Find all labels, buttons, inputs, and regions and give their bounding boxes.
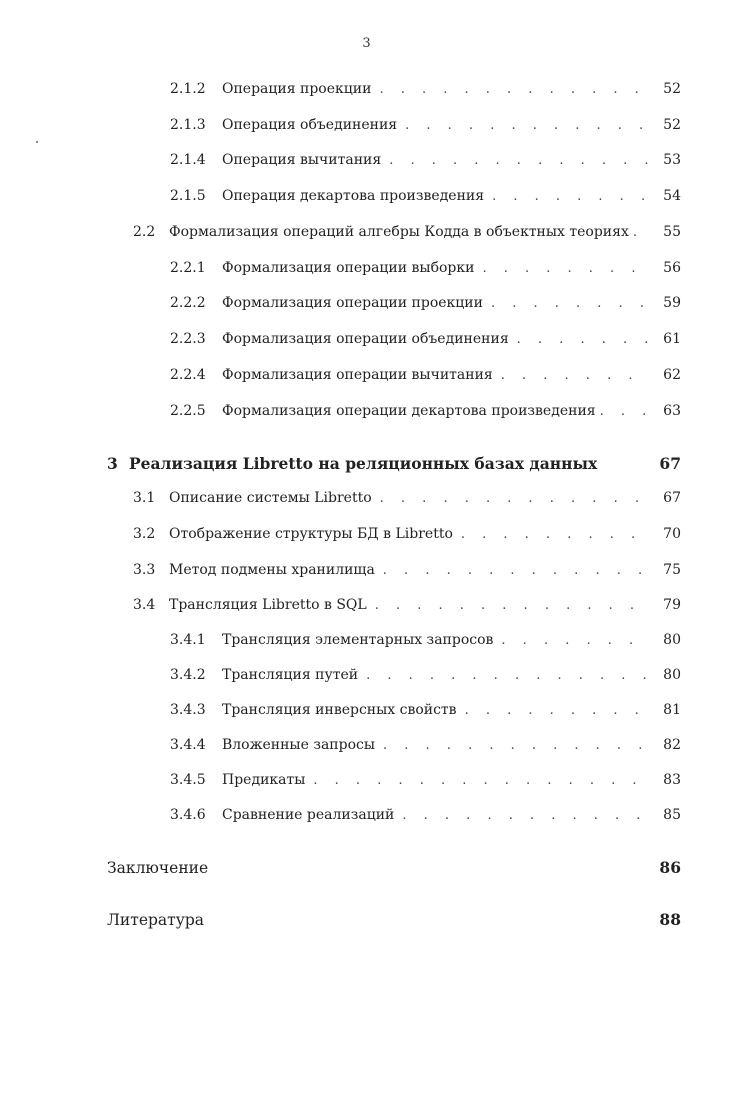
toc-conclusion-title: Заключение: [107, 859, 209, 877]
toc-entry-number: 3.4.6: [170, 807, 206, 823]
toc-entry-3-4-2[interactable]: [170, 667, 681, 683]
toc-entry-page: 54: [663, 188, 681, 204]
toc-entry-title: Формализация операций алгебры Кодда в объектных теориях: [169, 224, 629, 240]
toc-entry-title: Формализация операции объединения: [222, 331, 509, 347]
toc-entry-3-4-1[interactable]: [170, 632, 681, 648]
dot-leader: [633, 225, 653, 240]
toc-entry-number: 3.3: [133, 562, 156, 578]
dot-leader: [405, 118, 651, 133]
toc-entry-page: 70: [663, 526, 681, 542]
dot-leader: [379, 82, 651, 97]
page-number: 3: [362, 36, 371, 51]
toc-entry-2-2[interactable]: [133, 224, 681, 240]
toc-entry-title: Вложенные запросы: [222, 737, 376, 753]
toc-entry-page: 67: [663, 490, 681, 506]
toc-entry-page: 79: [663, 597, 681, 613]
toc-entry-number: 3.4.1: [170, 632, 206, 648]
toc-entry-page: 61: [663, 331, 681, 347]
toc-entry-number: 3.4.3: [170, 702, 206, 718]
dot-leader: [366, 668, 651, 683]
toc-entry-page: 63: [663, 403, 681, 419]
toc-entry-title: Сравнение реализаций: [222, 807, 395, 823]
toc-entry-3-4-6[interactable]: [170, 807, 681, 823]
toc-entry-number: 2.2.4: [170, 367, 206, 383]
toc-entry-number: 3.1: [133, 490, 156, 506]
toc-entry-number: 3.2: [133, 526, 156, 542]
toc-entry-2-1-3[interactable]: [170, 117, 681, 133]
toc-entry-title: Отображение структуры БД в Libretto: [169, 526, 453, 542]
dot-leader: [501, 368, 651, 383]
toc-entry-2-2-5[interactable]: [170, 403, 681, 419]
toc-entry-3-4-3[interactable]: [170, 702, 681, 718]
toc-entry-3-4-5[interactable]: [170, 772, 681, 788]
toc-entry-page: 55: [663, 224, 681, 240]
toc-entry-title: Операция декартова произведения: [222, 188, 485, 204]
toc-entry-number: 2.1.3: [170, 117, 206, 133]
dot-leader: [517, 332, 651, 347]
dot-leader: [491, 296, 651, 311]
toc-entry-2-2-3[interactable]: [170, 331, 681, 347]
toc-entry-page: 75: [663, 562, 681, 578]
toc-conclusion[interactable]: [107, 858, 681, 877]
toc-conclusion-page: 86: [659, 858, 681, 877]
toc-entry-number: 3.4.2: [170, 667, 206, 683]
toc-entry-title: Операция объединения: [222, 117, 398, 133]
dot-leader: [383, 738, 651, 753]
toc-entry-3-1[interactable]: [133, 490, 681, 506]
toc-entry-number: 2.1.2: [170, 81, 206, 97]
toc-chapter-title: Реализация Libretto на реляционных базах данных: [129, 454, 598, 473]
toc-entry-2-2-2[interactable]: [170, 295, 681, 311]
toc-entry-number: 2.2: [133, 224, 156, 240]
toc-entry-title: Метод подмены хранилища: [169, 562, 375, 578]
toc-entry-title: Трансляция элементарных запросов: [222, 632, 494, 648]
toc-entry-number: 2.2.5: [170, 403, 206, 419]
toc-entry-title: Формализация операции декартова произведения: [222, 403, 596, 419]
dot-leader: [402, 808, 651, 823]
toc-entry-2-1-5[interactable]: [170, 188, 681, 204]
toc-entry-3-3[interactable]: [133, 562, 681, 578]
toc-chapter-3[interactable]: [107, 454, 681, 473]
toc-entry-2-1-2[interactable]: [170, 81, 681, 97]
dot-leader: [380, 491, 651, 506]
toc-entry-title: Операция вычитания: [222, 152, 382, 168]
toc-literature-title: Литература: [107, 911, 205, 929]
dot-leader: [482, 261, 651, 276]
dot-leader: [461, 527, 651, 542]
toc-entry-title: Операция проекции: [222, 81, 372, 97]
toc-entry-title: Трансляция Libretto в SQL: [169, 597, 367, 613]
toc-entry-page: 82: [663, 737, 681, 753]
dot-leader: [600, 404, 653, 419]
toc-entry-number: 2.2.3: [170, 331, 206, 347]
toc-entry-number: 2.1.5: [170, 188, 206, 204]
toc-entry-number: 3.4: [133, 597, 156, 613]
toc-entry-number: 3.4.5: [170, 772, 206, 788]
toc-entry-page: 80: [663, 632, 681, 648]
dot-leader: [389, 153, 651, 168]
toc-entry-2-2-4[interactable]: [170, 367, 681, 383]
dot-leader: [465, 703, 651, 718]
toc-entry-2-1-4[interactable]: [170, 152, 681, 168]
toc-entry-title: Трансляция инверсных свойств: [222, 702, 457, 718]
toc-entry-page: 56: [663, 260, 681, 276]
toc-entry-page: 53: [663, 152, 681, 168]
toc-entry-title: Предикаты: [222, 772, 306, 788]
toc-entry-number: 3.4.4: [170, 737, 206, 753]
toc-entry-title: Трансляция путей: [222, 667, 359, 683]
toc-entry-title: Формализация операции проекции: [222, 295, 483, 311]
toc-entry-number: 2.2.1: [170, 260, 206, 276]
toc-entry-3-4-4[interactable]: [170, 737, 681, 753]
toc-entry-title: Описание системы Libretto: [169, 490, 372, 506]
toc-chapter-page: 67: [659, 454, 681, 473]
toc-entry-page: 52: [663, 81, 681, 97]
toc-literature-page: 88: [659, 910, 681, 929]
toc-entry-page: 83: [663, 772, 681, 788]
dot-leader: [313, 773, 651, 788]
toc-entry-2-2-1[interactable]: [170, 260, 681, 276]
toc-entry-title: Формализация операции вычитания: [222, 367, 493, 383]
toc-entry-page: 80: [663, 667, 681, 683]
dot-leader: [383, 563, 651, 578]
toc-entry-title: Формализация операции выборки: [222, 260, 475, 276]
toc-literature[interactable]: [107, 910, 681, 929]
toc-entry-3-4[interactable]: [133, 597, 681, 613]
dot-leader: [492, 189, 651, 204]
dot-leader: [501, 633, 651, 648]
toc-entry-page: 62: [663, 367, 681, 383]
dot-leader: [375, 598, 651, 613]
toc-entry-page: 85: [663, 807, 681, 823]
toc-entry-3-2[interactable]: [133, 526, 681, 542]
toc-entry-page: 52: [663, 117, 681, 133]
toc-entry-page: 59: [663, 295, 681, 311]
toc-entry-number: 2.1.4: [170, 152, 206, 168]
toc-entry-page: 81: [663, 702, 681, 718]
toc-entry-number: 2.2.2: [170, 295, 206, 311]
toc-chapter-number: 3: [107, 454, 118, 473]
